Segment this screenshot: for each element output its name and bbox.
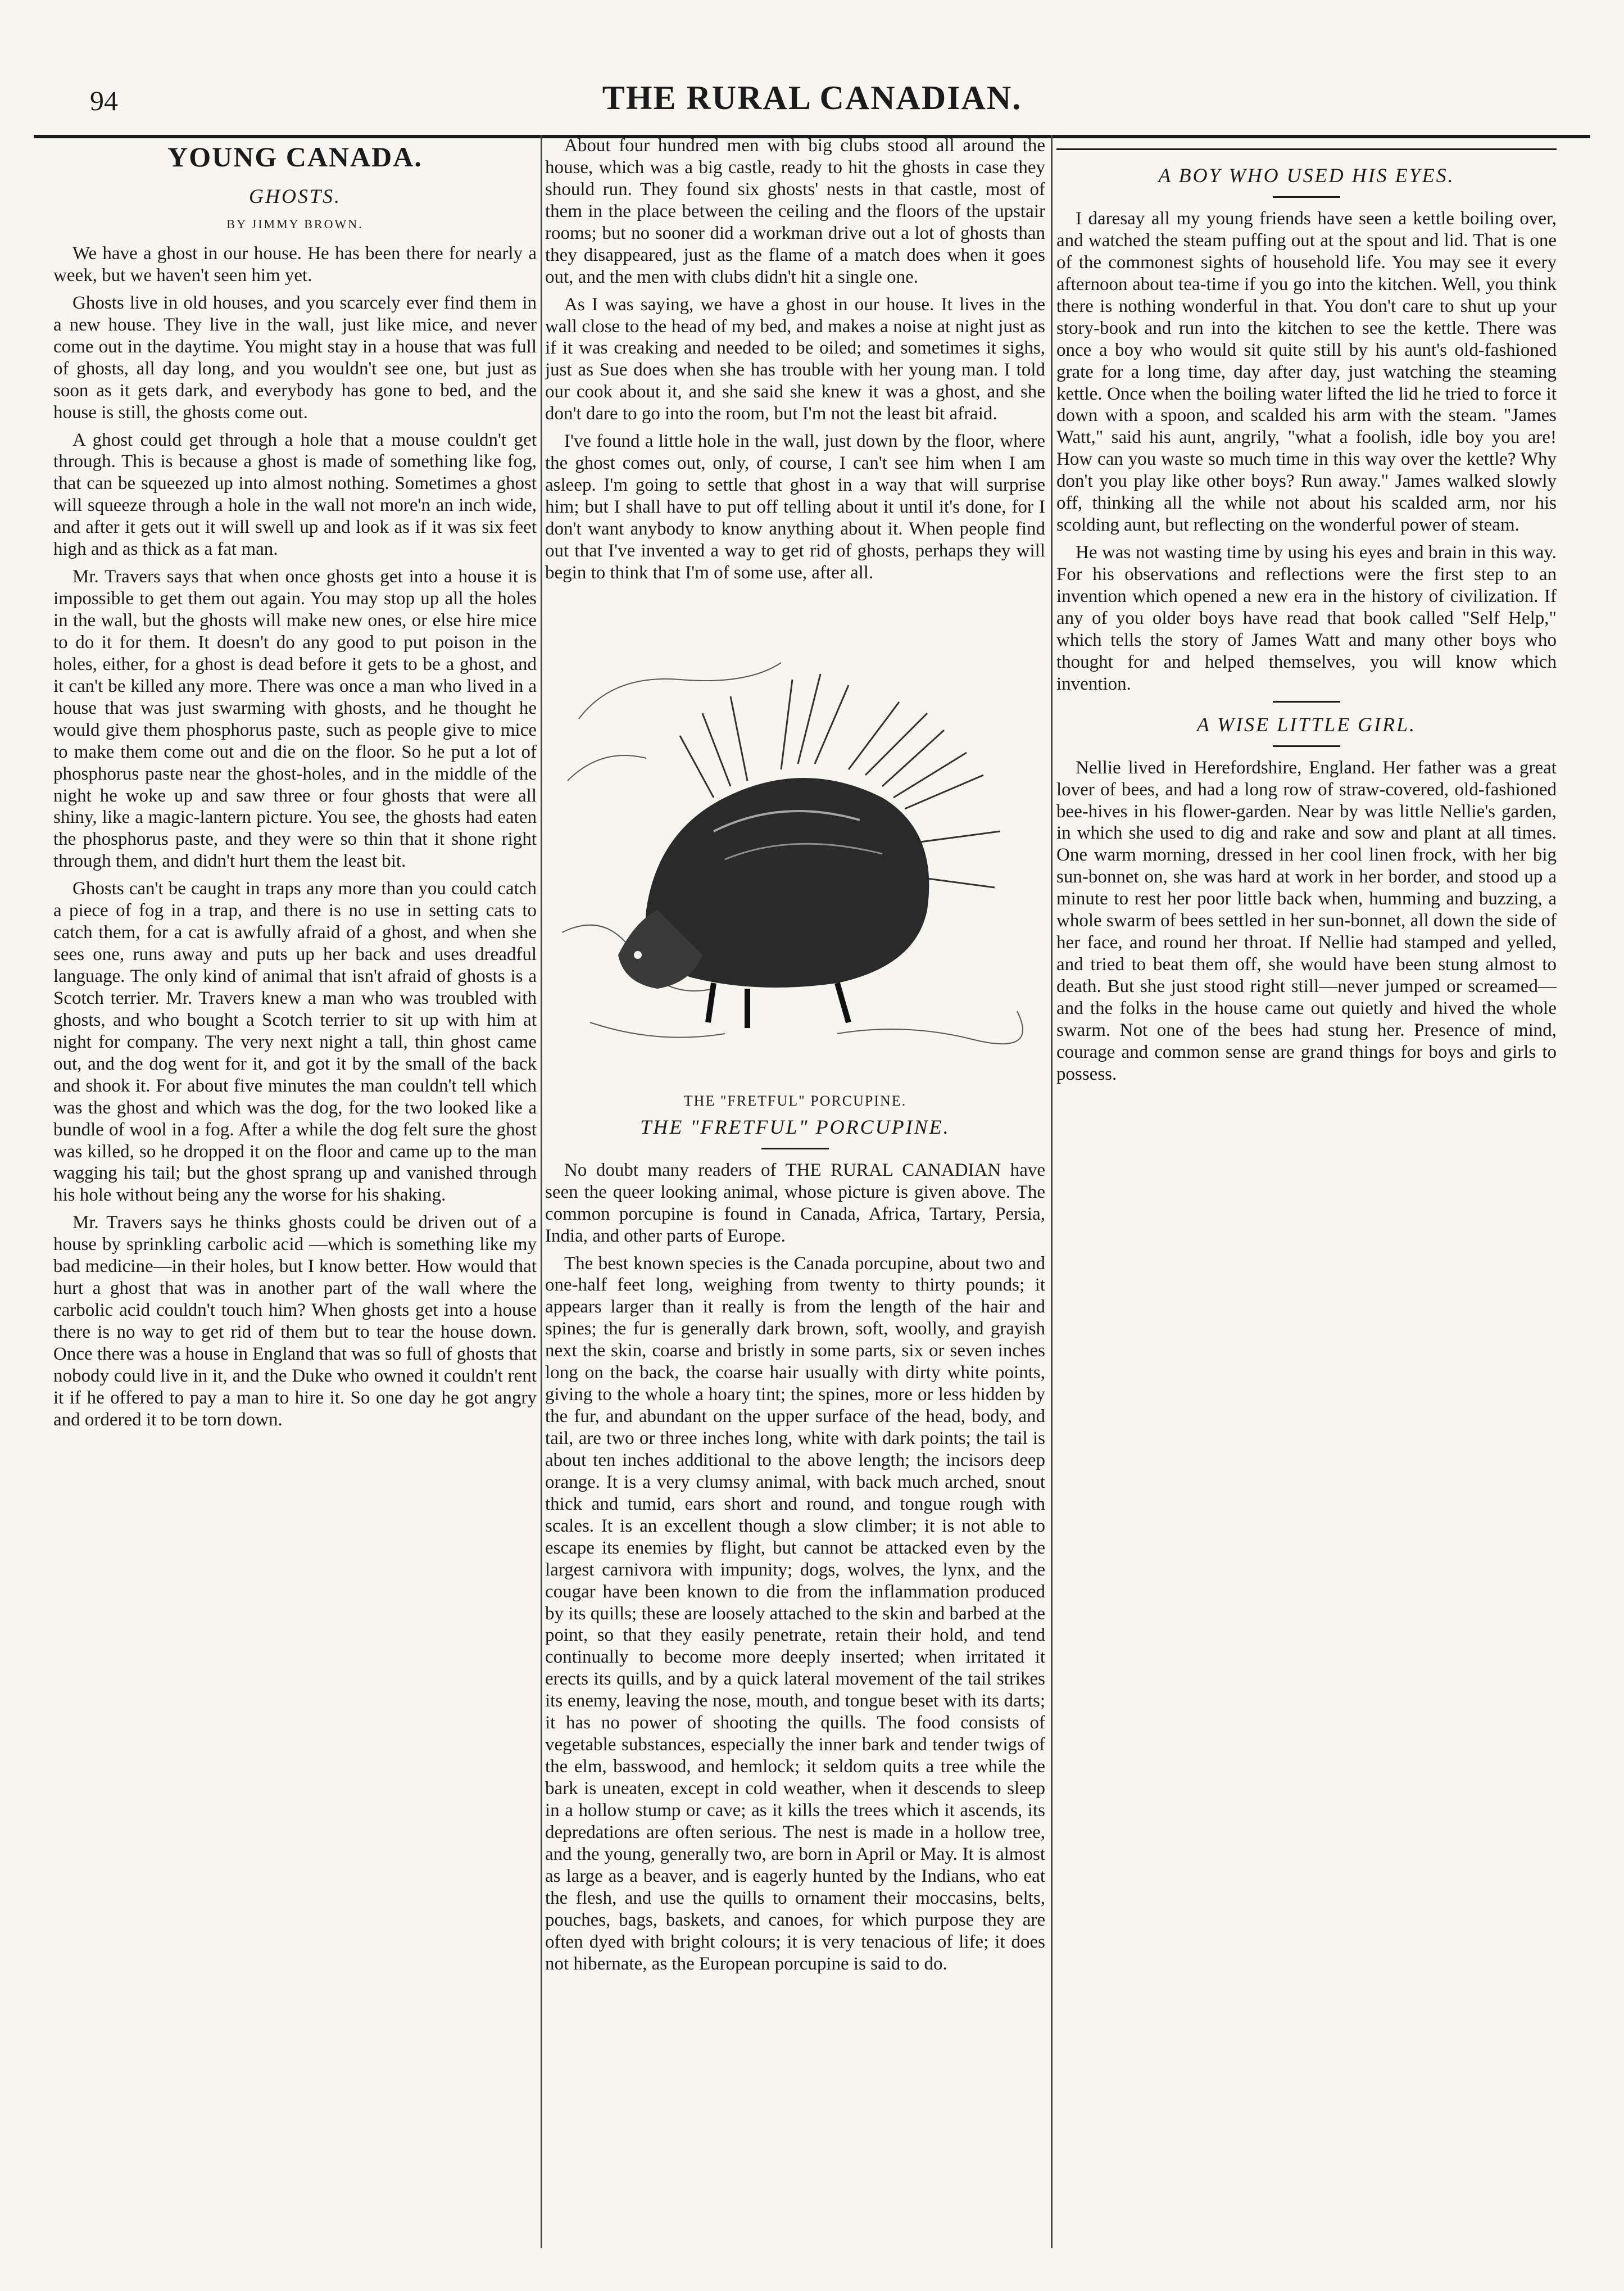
column-2 <box>545 135 1045 2271</box>
paragraph: I've found a little hole in the wall, just down by the floor, where the ghost comes out, only, of course, I can't see him when I am asleep. I'm going to settle that ghost in a way that will surprise him; but I shall have to put off telling about it until it's done, for I don't want anybody to know anything about it. When people find out that I've invented a way to get rid of ghosts, perhaps they will begin to think that I'm of some use, after all. <box>545 431 1045 583</box>
page-header <box>34 22 1590 138</box>
page-number: 94 <box>90 85 118 116</box>
title-rule <box>1273 701 1340 703</box>
paragraph: He was not wasting time by using his eyes and brain in this way. For his observations and reflections were the first step to an invention which opened a new era in the history of civilization. If any of you older boys have read that book called "Self Help," which tells the story of James Watt and many other boys who thought for and helped themselves, you will know which invention. <box>1056 542 1557 694</box>
paragraph: I daresay all my young friends have seen a kettle boiling over, and watched the steam puffing out at the spout and lid. That is one of the commonest sights of household life. You may see it every afternoon about tea-time if you go into the kitchen. Well, you think there is nothing wonderful in that. You don't care to shut up your story-book and run into the kitchen to see the kettle. There was once a boy who would sit quite still by his aunt's old-fashioned grate for a long time, day after day, just watching the steaming kettle. Once when the boiling water lifted the lid he tried to force it down with a spoon, and scalded his arm with the steam. "James Watt," said his aunt, angrily, "what a foolish, idle boy you are! How can you waste so much time in this way over the kettle? Why don't you play like other boys? Run away." James walked slowly off, thinking all the while not about his scalded arm, nor his scolding aunt, but reflecting on the wonderful power of steam. <box>1056 209 1557 536</box>
paragraph: A ghost could get through a hole that a mouse couldn't get through. This is because a ghost is made of something like fog, that can be squeezed up into almost nothing. Sometimes a ghost will squeeze through a hole in the wall not more'n an inch wide, and after it gets out it will swell up and look as if it was six feet high and as thick as a fat man. <box>53 429 537 560</box>
section-rule <box>1056 148 1557 150</box>
paragraph: Ghosts live in old houses, and you scarcely ever find them in a new house. They live in the wall, just like mice, and never come out in the daytime. You might stay in a house that was full of ghosts, all day long, and you wouldn't see one, but just as soon as it gets dark, and everybody has gone to bed, and the house is still, the ghosts come out. <box>53 292 537 423</box>
section-title: YOUNG CANADA. <box>167 141 423 173</box>
title-rule <box>761 1148 829 1149</box>
paragraph: No doubt many readers of THE RURAL CANADIAN have seen the queer looking animal, whose picture is given above. The common porcupine is found in Canada, Africa, Tartary, Persia, India, and other parts of Europe. <box>545 1160 1045 1246</box>
paragraph: Mr. Travers says he thinks ghosts could be driven out of a house by sprinkling carbolic acid —which is something like my bad medicine—in their holes, but I know better. How would that hurt a ghost that was in another part of the wall where the carbolic acid couldn't touch him? When ghosts get into a house there is no way to get rid of them but to tear the house down. Once there was a house in England that was so full of ghosts that nobody could live in it, and the Duke who owned it couldn't rent it if he offered to pay a man to hire it. So one day he got angry and ordered it to be torn down. <box>53 1212 537 1430</box>
title-rule <box>1273 745 1340 747</box>
paragraph: The best known species is the Canada porcupine, about two and one-half feet long, weighing from twenty to thirty pounds; it appears larger than it really is from the length of the hair and spines; the fur is generally dark brown, soft, woolly, and grayish next the skin, coarse and bristly in some parts, six or seven inches long on the back, the coarse hair usually with dirty white points, giving to the whole a hoary tint; the spines, more or less hidden by the fur, and abundant on the upper surface of the head, body, and tail, are two or three inches long, white with dark points; the tail is about ten inches additional to the above length; the incisors deep orange. It is a very clumsy animal, with back much arched, snout thick and tumid, ears short and round, and tongue rough with scales. It is an excellent though a slow climber; it is not able to escape its enemies by flight, but cannot be attacked even by the largest carnivora with impunity; dogs, wolves, the lynx, and the cougar have been known to die from the inflammation produced by its quills; these are loosely attached to the skin and barbed at the point, so that they easily penetrate, retain their hold, and tend continually to become more deeply inserted; when irritated it erects its quills, and by a quick lateral movement of the tail strikes its enemy, leaving the nose, mouth, and tongue beset with its darts; it has no power of shooting the quills. The food consists of vegetable substances, especially the inner bark and tender twigs of the elm, basswood, and hemlock; it seldom quits a tree while the bark is uneaten, except in cold weather, when it descends to sleep in a hollow stump or cave; as it kills the trees which it ascends, its depredations are often serious. The nest is made in a hollow tree, and the young, generally two, are born in April or May. It is almost as large as a beaver, and is eagerly hunted by the Indians, who eat the flesh, and use the quills to ornament their moccasins, belts, pouches, bags, baskets, and canoes, for which purpose they are often dyed with bright colours; it is very tenacious of life; it does not hibernate, as the European porcupine is said to do. <box>545 1253 1045 1974</box>
paragraph: About four hundred men with big clubs stood all around the house, which was a big castle, ready to hit the ghosts in case they should run. They found six ghosts' nests in that castle, most of them in the place between the ceiling and the floors of the upstair rooms; but no sooner did a workman drive out a lot of ghosts than they disappeared, just as the flame of a match does when it goes out, and the men with clubs didn't hit a single one. <box>545 135 1045 287</box>
paragraph: Nellie lived in Herefordshire, England. Her father was a great lover of bees, and had a long row of straw-covered, old-fashioned bee-hives in his flower-garden. Near by was little Nellie's garden, in which she used to dig and rake and sow and plant at all times. One warm morning, dressed in her cool linen frock, with her big sun-bonnet on, she was hard at work in her border, and stood up a minute to rest her poor little back when, humming and buzzing, a whole swarm of bees settled in her sun-bonnet, all down the side of her face, and round her throat. If Nellie had stamped and yelled, and tried to beat them off, she would have been stung almost to death. But she just stood right still—never jumped or screamed—and the folks in the house came out quietly and hived the whole swarm. Not one of the bees had stung her. Presence of mind, courage and common sense are grand things for boys and girls to possess. <box>1056 757 1557 1084</box>
article-title: A BOY WHO USED HIS EYES. <box>1158 164 1455 187</box>
porcupine-illustration <box>545 595 1028 1084</box>
illustration-caption: THE "FRETFUL" PORCUPINE. <box>683 1092 907 1109</box>
story-title: GHOSTS. <box>248 185 341 207</box>
column-divider <box>1051 135 1053 2248</box>
article-title: A WISE LITTLE GIRL. <box>1196 713 1417 736</box>
paragraph: Mr. Travers says that when once ghosts get into a house it is impossible to get them out again. You may stop up all the holes in the wall, but the ghosts will make new ones, or else hire mice to do it for them. It doesn't do any good to put poison in the holes, either, for a ghost is dead before it gets to be a ghost, and it can't be killed any more. There was once a man who lived in a house that was just swarming with ghosts, and he thought he would give them phosphorus paste, such as people give to mice to make them come out and die on the floor. So he put a lot of phosphorus paste near the ghost-holes, and in the middle of the night he woke up and saw three or four ghosts that were all shiny, like a magic-lantern picture. You see, the ghosts had eaten the phosphorus paste, and they were so thin that it shone right through them, and didn't hurt them the least bit. <box>53 567 537 872</box>
column-divider <box>541 135 542 2248</box>
masthead: THE RURAL CANADIAN. <box>602 79 1022 116</box>
title-rule <box>1273 196 1340 198</box>
article-title: THE "FRETFUL" PORCUPINE. <box>640 1115 950 1138</box>
paragraph: We have a ghost in our house. He has been there for nearly a week, but we haven't seen him yet. <box>53 243 537 286</box>
paragraph: Ghosts can't be caught in traps any more than you could catch a piece of fog in a trap, and there is no use in setting cats to catch them, for a cat is awfully afraid of a ghost, and when she sees one, runs away and puts up her back and uses dreadful language. The only kind of animal that isn't afraid of ghosts is a Scotch terrier. Mr. Travers knew a man who was troubled with ghosts, and who bought a Scotch terrier to sit up with him at night for company. The very next night a tall, thin ghost came out, and the dog went for it, and got it by the small of the back and shook it. For about five minutes the man couldn't tell which was the ghost and which was the dog, for the two looked like a bundle of wool in a fog. After a while the dog felt sure the ghost was killed, so he dropped it on the floor and came up to the man wagging his tail; but the ghost sprang up and vanished through his hole without being any the worse for his shaking. <box>53 879 537 1206</box>
column-1 <box>53 135 537 2271</box>
column-3 <box>1056 135 1557 2271</box>
paragraph: As I was saying, we have a ghost in our house. It lives in the wall close to the head of my bed, and makes a noise at night just as if it was creaking and needed to be oiled; and sometimes it sighs, just as Sue does when she has trouble with her young man. I told our cook about it, and she said she knew it was a ghost, and she don't dare to go into the room, but I'm not the least bit afraid. <box>545 294 1045 424</box>
byline: BY JIMMY BROWN. <box>226 217 364 231</box>
